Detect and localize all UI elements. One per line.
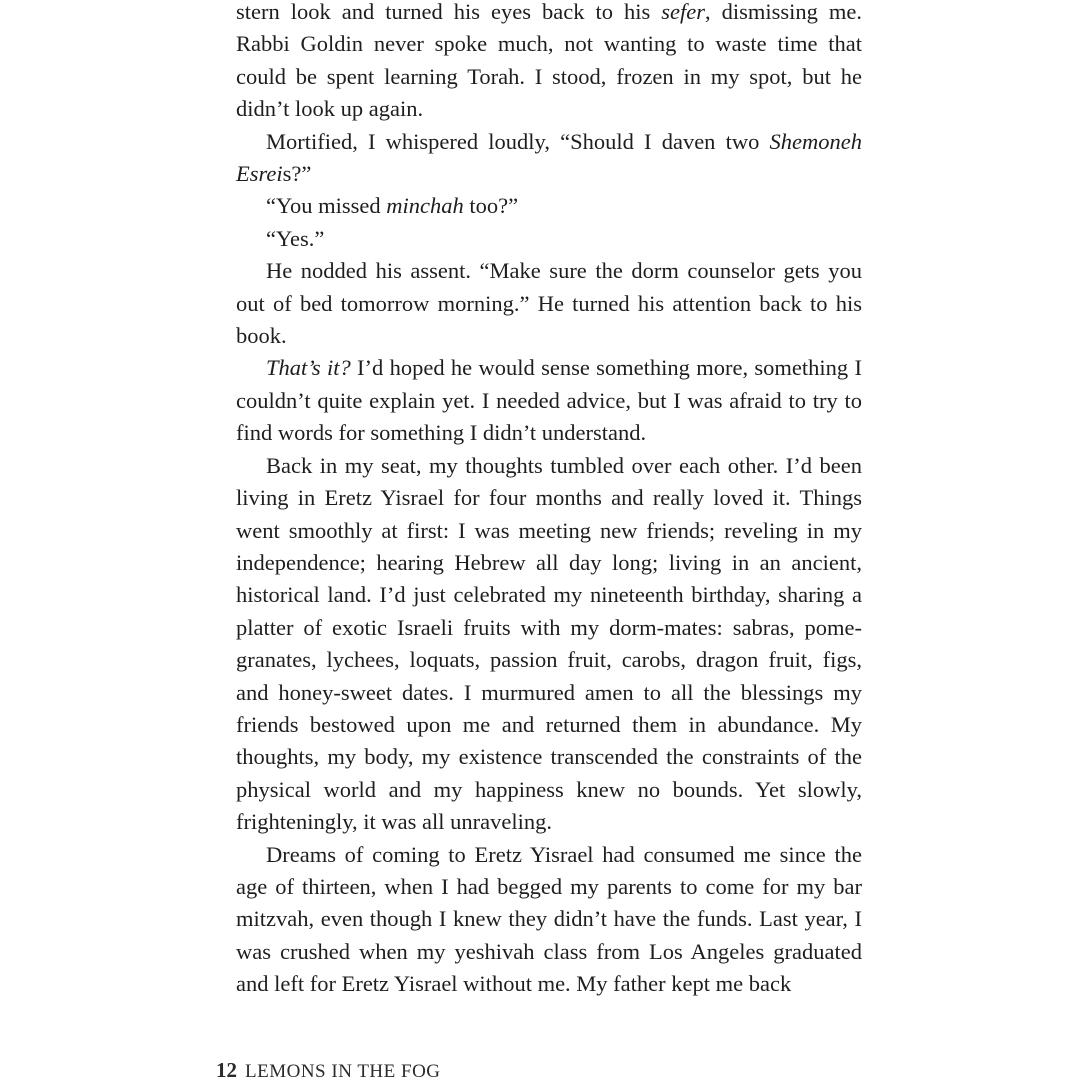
text-run: “Yes.” [266,225,325,251]
text-run: stern look and turned his eyes back to his [236,0,662,24]
text-run: “You missed [266,193,387,219]
text-run: s?” [282,161,312,187]
page-number: 12 [216,1058,237,1082]
page-footer [216,1058,441,1083]
text-run: Back in my seat, my thoughts tumbled over each other. I’d been living in Eretz Yisrael for four months and really loved it. Things went smoothly at first: I was meeting new friends; reveling in my independence; hearing Hebrew all day long; living in an ancient, historical land. I’d just celebrated my nineteenth birthday, sharing a platter of exotic Israeli fruits with my dorm-mates: sabras, pomegranates, lychees, loquats, passion fruit, carobs, dragon fruit, figs, and honey-sweet dates. I murmured amen to all the blessings my friends bestowed upon me and returned them in abundance. My thoughts, my body, my existence transcended the constraints of the physical world and my happiness knew no bounds. Yet slowly, frighteningly, it was all unraveling. [236,452,862,835]
book-page [236,0,862,1080]
italic-text: sefer [661,0,705,24]
text-run: too?” [463,193,519,219]
paragraph [236,126,862,191]
text-run: Mortified, I whispered loudly, “Should I daven two [266,128,770,154]
paragraph [236,450,862,839]
text-run: , dismissing me. Rabbi Goldin never spoke much, not wanting to waste time that could be spent learning Torah. I stood, frozen in my spot, but he didn’t look up again. [236,0,862,122]
paragraph [236,352,862,449]
italic-text: minchah [386,193,464,219]
italic-text: Shemoneh Esrei [236,128,862,187]
body-text [236,0,862,1001]
paragraph [236,0,862,126]
text-run: I’d hoped he would sense something more, something I couldn’t quite explain yet. I needed advice, but I was afraid to try to find words for something I didn’t understand. [236,355,862,446]
paragraph [236,223,862,255]
paragraph [236,190,862,222]
text-run: Dreams of coming to Eretz Yisrael had consumed me since the age of thirteen, when I had begged my parents to come for my bar mitzvah, even though I knew they didn’t have the funds. Last year, I was crushed when my yeshivah class from Los Angeles graduated and left for Eretz Yisrael without me. My father kept me back [236,841,862,997]
text-run: He nodded his assent. “Make sure the dorm counselor gets you out of bed tomorrow morning.” He turned his attention back to his book. [236,258,862,349]
paragraph [236,255,862,352]
running-head: LEMONS IN THE FOG [245,1061,441,1082]
italic-text: That’s it? [266,355,351,381]
paragraph [236,839,862,1001]
